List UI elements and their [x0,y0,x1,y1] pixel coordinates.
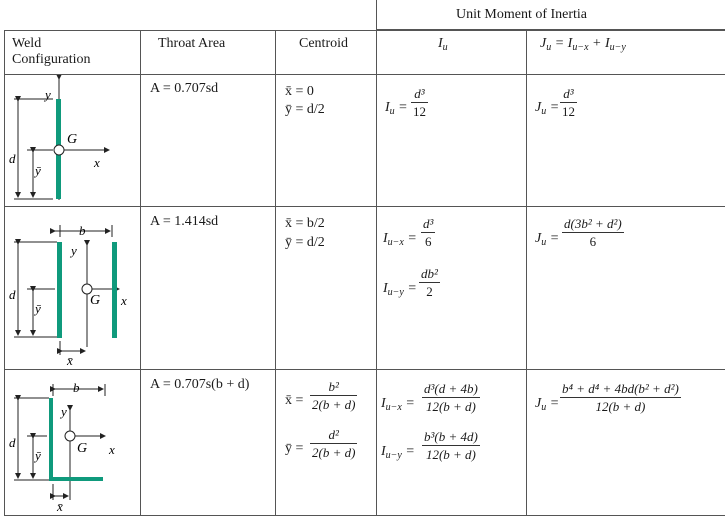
grid-line-v-col4 [526,30,527,515]
row3-iux-fraction [422,381,480,414]
grid-line-v-col3 [376,30,377,515]
row2-label-x: x [121,293,127,308]
row1-ju-fraction [560,86,577,119]
row2-label-g: G [90,293,101,308]
row1-label-x: x [94,155,100,170]
row1-ju-label: $J_u$ = [535,100,560,117]
grid-line-v-super [376,0,377,30]
row1-label-y: y [45,87,51,102]
row2-weld-figure [5,207,139,368]
row3-label-y: y [61,404,67,419]
row2-ju-den: 6 [589,234,597,249]
row1-label-g: G [67,132,78,147]
header-ju: $J_u = I_{u-x} + I_{u-y}$ [540,36,626,53]
row2-centroid-y: ȳ = d/2 [285,235,325,250]
row3-weld-figure [5,370,139,515]
row2-iuy-den: 2 [426,284,433,299]
row1-iu-num: d³ [414,86,425,101]
row1-iu-label: $I_u$ = [385,100,408,117]
row2-iux-fraction [421,216,435,249]
row2-iuy-label: $I_{u-y}$ = [383,281,417,298]
row2-label-b: b [79,223,86,238]
row1-centroid-x: x̄ = 0 [285,84,314,99]
row3-centroid-y-lhs: ȳ = [285,441,304,456]
row3-ju-num: b⁴ + d⁴ + 4bd(b² + d²) [562,381,679,396]
row3-ju-den: 12(b + d) [595,399,646,414]
row2-ju-num: d(3b² + d²) [564,216,622,231]
row3-centroid-x-den: 2(b + d) [312,397,356,412]
header-throat-area: Throat Area [158,36,226,51]
row3-iux-label: $I_{u-x}$ = [381,396,415,413]
row3-centroid-y-den: 2(b + d) [312,445,356,460]
row2-label-xbar: x̄ [67,353,73,368]
row3-iux-num: d³(d + 4b) [424,381,478,396]
row1-ju-den: 12 [562,104,575,119]
row3-label-ybar: ȳ [35,448,41,463]
row1-throat: A = 0.707sd [150,81,219,96]
row3-label-b: b [73,380,80,395]
row3-centroid-x-fraction [310,379,357,412]
row3-iuy-label: $I_{u-y}$ = [381,444,415,461]
header-iu: $I_u$ [438,36,448,53]
row1-iu-den: 12 [413,104,426,119]
row2-weld-line-left [57,242,62,338]
row2-ju-label: $J_u$ = [535,231,560,248]
row3-label-g: G [77,441,88,456]
row3-iuy-fraction [422,429,480,462]
row2-label-y: y [71,243,77,258]
header-weld-line1: Weld [12,36,42,51]
header-centroid: Centroid [299,36,348,51]
row2-weld-line-right [112,242,117,338]
row3-centroid-y-num: d² [328,427,339,442]
row1-label-d: d [9,151,16,166]
grid-line-h-header [4,30,725,31]
row2-ju-fraction [562,216,624,249]
grid-line-v-col2 [275,30,276,515]
grid-line-v-col1 [140,30,141,515]
grid-line-h-bottom [4,515,725,516]
row1-iu-fraction [411,86,428,119]
row1-centroid-marker [54,145,64,155]
row2-iux-label: $I_{u-x}$ = [383,231,417,248]
row2-label-d: d [9,287,16,302]
row3-label-d: d [9,435,16,450]
row2-centroid-x: x̄ = b/2 [285,216,325,231]
row1-centroid-y: ȳ = d/2 [285,102,325,117]
row2-label-ybar: ȳ [35,301,41,316]
row3-centroid-x-lhs: x̄ = [285,393,304,408]
row3-label-xbar: x̄ [57,499,63,514]
row3-ju-fraction [560,381,681,414]
row3-weld-line-horizontal [49,477,103,481]
row3-iuy-den: 12(b + d) [425,447,476,462]
row3-ju-label: $J_u$ = [535,396,560,413]
row3-centroid-y-fraction [310,427,357,460]
row2-iux-den: 6 [424,234,432,249]
row1-weld-figure [5,75,139,205]
row3-centroid-marker [65,431,75,441]
row1-label-ybar: ȳ [35,163,41,178]
row1-ju-num: d³ [563,86,574,101]
super-header: Unit Moment of Inertia [456,7,588,22]
header-weld-line2: Configuration [12,52,91,67]
row3-weld-line-vertical [49,398,53,480]
row2-iux-num: d³ [423,216,434,231]
row3-iuy-num: b³(b + 4d) [424,429,478,444]
row3-centroid-x-num: b² [328,379,339,394]
row2-iuy-fraction [419,266,440,299]
row3-label-x: x [109,442,115,457]
row2-iuy-num: db² [421,266,438,281]
row2-throat: A = 1.414sd [150,214,219,229]
row3-iux-den: 12(b + d) [425,399,476,414]
row3-throat: A = 0.707s(b + d) [150,377,250,392]
